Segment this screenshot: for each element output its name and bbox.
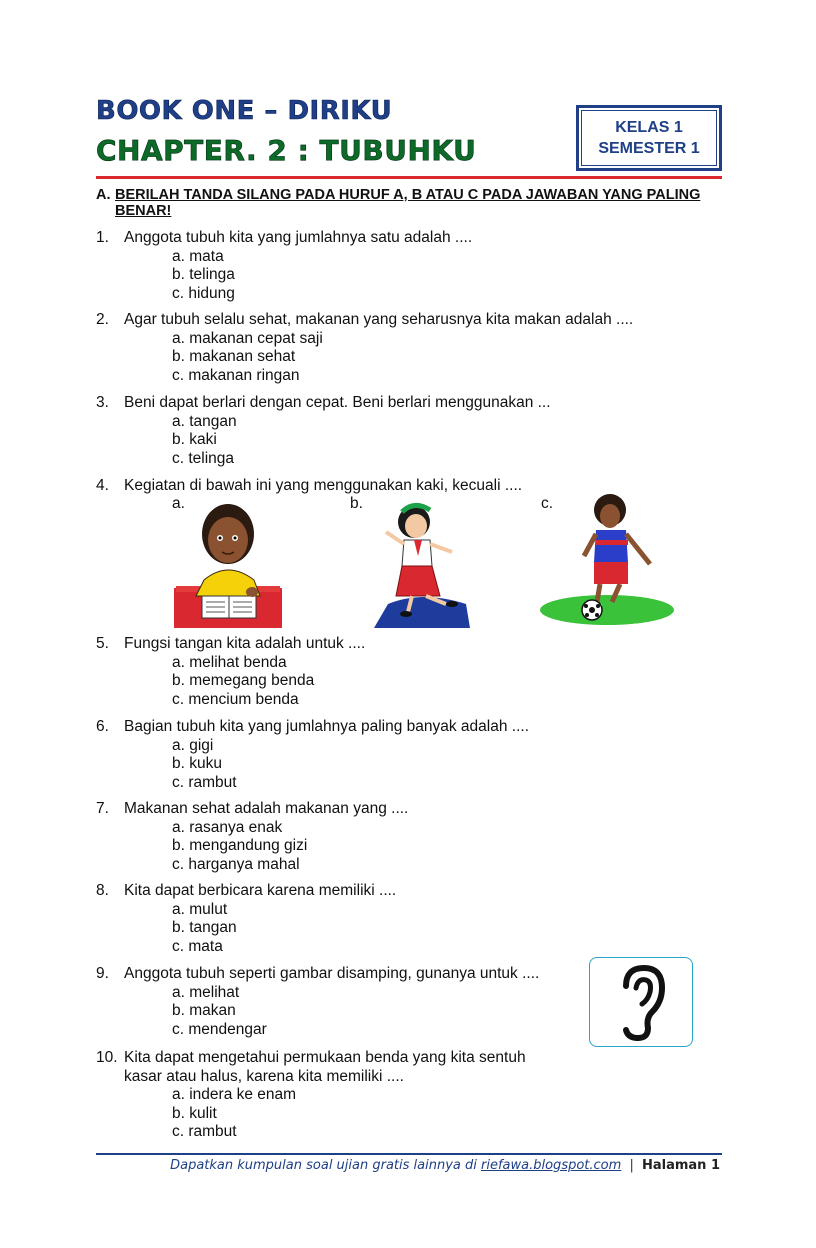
chapter-title: CHAPTER. 2 : TUBUHKU (96, 134, 477, 167)
option-b[interactable]: b. mengandung gizi (172, 837, 308, 854)
question-stem: Fungsi tangan kita adalah untuk .... (124, 635, 366, 652)
header-divider (96, 176, 722, 179)
question-number: 1. (96, 229, 109, 246)
question-5 (96, 635, 365, 709)
footer-separator: | (629, 1158, 634, 1173)
option-a[interactable]: a. mulut (172, 900, 228, 918)
question-10 (96, 1049, 526, 1142)
instruction-text: BERILAH TANDA SILANG PADA HURUF A, B ATAU C PADA JAWABAN YANG PALING BENAR! (115, 187, 701, 219)
question-7 (96, 800, 408, 874)
option-c[interactable]: c. makanan ringan (172, 366, 300, 384)
option-b[interactable]: b. makan (172, 1002, 236, 1019)
option-a[interactable]: a. gigi (172, 736, 214, 754)
image-label-c[interactable]: c. (541, 495, 554, 512)
question-3 (96, 394, 551, 468)
option-a[interactable]: a. indera ke enam (172, 1086, 297, 1103)
class-badge (576, 105, 722, 171)
question-number: 5. (96, 635, 109, 652)
option-c[interactable]: c. mendengar (172, 1020, 267, 1038)
option-c[interactable]: c. telinga (172, 449, 235, 467)
ear-icon (590, 958, 692, 1046)
option-c[interactable]: c. hidung (172, 284, 235, 302)
question-stem: Anggota tubuh seperti gambar disamping, gunanya untuk .... (124, 965, 540, 982)
image-label-b[interactable]: b. (350, 495, 363, 512)
option-b[interactable]: b. tangan (172, 919, 237, 936)
question-stem: Anggota tubuh kita yang jumlahnya satu adalah .... (124, 229, 473, 246)
option-a[interactable]: a. melihat (172, 983, 240, 1001)
question-stem: Kegiatan di bawah ini yang menggunakan kaki, kecuali .... (124, 477, 523, 494)
question-number: 4. (96, 477, 109, 494)
semester-label: SEMESTER 1 (598, 140, 700, 157)
option-b[interactable]: b. kuku (172, 755, 222, 772)
option-a[interactable]: a. rasanya enak (172, 818, 283, 836)
question-stem: Kita dapat mengetahui permukaan benda yang kita sentuh (124, 1049, 526, 1066)
question-number: 8. (96, 882, 109, 899)
question-number: 3. (96, 394, 109, 411)
boy-soccer-illustration[interactable] (538, 492, 676, 628)
footer (170, 1158, 720, 1173)
option-c[interactable]: c. mencium benda (172, 690, 299, 708)
question-number: 9. (96, 965, 109, 982)
question-stem: Kita dapat berbicara karena memiliki .... (124, 882, 397, 899)
option-a[interactable]: a. melihat benda (172, 653, 287, 671)
option-c[interactable]: c. mata (172, 937, 223, 955)
option-b[interactable]: b. memegang benda (172, 672, 315, 689)
option-c[interactable]: c. rambut (172, 1123, 237, 1140)
option-a[interactable]: a. tangan (172, 412, 237, 430)
girl-dancing-illustration[interactable] (374, 500, 470, 628)
question-4 (96, 477, 522, 496)
footer-divider (96, 1153, 722, 1155)
option-c[interactable]: c. rambut (172, 773, 237, 791)
question-6 (96, 718, 529, 792)
boy-writing-illustration[interactable] (172, 500, 284, 628)
question-stem: Bagian tubuh kita yang jumlahnya paling banyak adalah .... (124, 718, 530, 735)
question-9 (96, 965, 539, 1039)
question-number: 7. (96, 800, 109, 817)
option-a[interactable]: a. makanan cepat saji (172, 329, 323, 347)
option-b[interactable]: b. makanan sehat (172, 348, 296, 365)
class-label: KELAS 1 (615, 119, 683, 136)
section-instruction (96, 187, 726, 219)
option-b[interactable]: b. kulit (172, 1104, 217, 1122)
footer-link[interactable]: riefawa.blogspot.com (481, 1158, 622, 1173)
footer-tagline: Dapatkan kumpulan soal ujian gratis lainnya di (170, 1158, 477, 1173)
question-number: 10. (96, 1049, 118, 1066)
ear-image-frame (589, 957, 693, 1047)
section-letter: A. (96, 187, 111, 203)
question-stem-line2: kasar atau halus, karena kita memiliki .... (124, 1067, 404, 1085)
question-8 (96, 882, 396, 956)
image-label-a[interactable]: a. (172, 495, 185, 512)
question-number: 2. (96, 311, 109, 328)
question-stem: Makanan sehat adalah makanan yang .... (124, 800, 409, 817)
question-stem: Beni dapat berlari dengan cepat. Beni berlari menggunakan ... (124, 394, 551, 411)
option-b[interactable]: b. kaki (172, 431, 217, 448)
book-title: BOOK ONE – DIRIKU (96, 96, 393, 126)
option-c[interactable]: c. harganya mahal (172, 855, 300, 873)
question-2 (96, 311, 633, 385)
page-number: Halaman 1 (641, 1158, 720, 1173)
question-stem: Agar tubuh selalu sehat, makanan yang seharusnya kita makan adalah .... (124, 311, 634, 328)
option-b[interactable]: b. telinga (172, 266, 235, 283)
option-a[interactable]: a. mata (172, 247, 224, 265)
question-number: 6. (96, 718, 109, 735)
question-1 (96, 229, 472, 303)
